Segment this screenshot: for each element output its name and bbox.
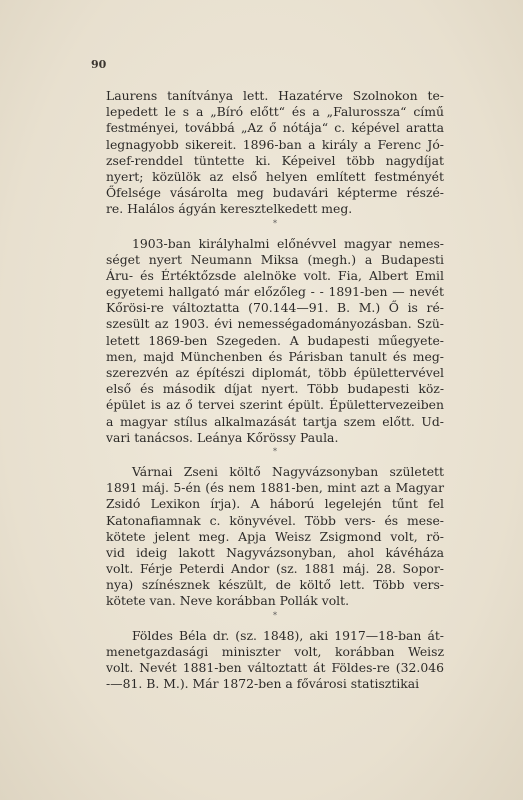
text-line: men, majd Münchenben és Párisban tanult és meg- (106, 348, 444, 364)
paragraph (106, 236, 444, 446)
text-line: kötete van. Neve korábban Pollák volt. (106, 593, 350, 609)
page-number: 90 (91, 58, 107, 71)
paragraph (106, 628, 444, 693)
text-line: lepedett le s a „Bíró előtt“ és a „Falurossza“ című (106, 104, 444, 120)
text-line: Áru- és Értéktőzsde alelnöke volt. Fia, Albert Emil (106, 267, 444, 283)
text-line: kötete jelent meg. Apja Weisz Zsigmond volt, rö- (106, 528, 444, 544)
section-separator: * (273, 218, 277, 228)
text-line: nyert; közülök az első helyen említett festményét (106, 168, 444, 184)
text-line: Laurens tanítványa lett. Hazatérve Szolnokon te- (106, 88, 444, 103)
text-line: vid ideig lakott Nagyvázsonyban, ahol kávéháza (106, 544, 444, 560)
text-line: szesült az 1903. évi nemességadományozásban. Szü- (106, 316, 444, 332)
text-line: szerezvén az építészi diplomát, több épülettervével (106, 365, 444, 380)
text-line: 1891 máj. 5-én (és nem 1881-ben, mint azt a Magyar (106, 480, 444, 496)
text-line: festményei, továbbá „Az ő nótája“ c. képével aratta (106, 120, 444, 136)
section-separator: * (273, 610, 277, 620)
text-line: Földes Béla dr. (sz. 1848), aki 1917—18-ban át- (132, 627, 444, 643)
text-line: re. Halálos ágyán keresztelkedett meg. (106, 201, 353, 217)
text-line: épület is az ő tervei szerint épült. Épülettervezeiben (106, 397, 444, 413)
section-separator: * (273, 446, 277, 456)
body-text (106, 88, 444, 692)
text-line: első és második díjat nyert. Több budapesti köz- (106, 381, 444, 397)
paragraph (106, 464, 444, 610)
text-line: zsef-renddel tüntette ki. Képeivel több nagydíjat (106, 152, 444, 168)
text-line: letett 1869-ben Szegeden. A budapesti műegyete- (106, 332, 444, 348)
text-line: Várnai Zseni költő Nagyvázsonyban született (132, 463, 444, 479)
text-line: vari tanácsos. Leánya Kőrössy Paula. (106, 429, 339, 445)
text-line: séget nyert Neumann Miksa (megh.) a Budapesti (106, 251, 444, 267)
text-line: menetgazdasági miniszter volt, korábban Weisz (106, 643, 444, 659)
text-line: nya) színésznek készült, de költő lett. Több vers- (106, 577, 444, 593)
text-line: volt. Nevét 1881-ben változtatt át Földes-re (32.046 (106, 660, 444, 675)
text-line: -—81. B. M.). Már 1872-ben a fővárosi statisztikai (106, 676, 420, 692)
text-line: Kőrösi-re változtatta (70.144—91. B. M.) Ő is ré- (106, 300, 444, 316)
text-line: a magyar stílus alkalmazását tartja szem előtt. Ud- (106, 413, 444, 429)
text-line: volt. Férje Peterdi Andor (sz. 1881 máj. 28. Sopor- (106, 561, 444, 577)
text-line: legnagyobb sikereit. 1896-ban a király a Ferenc Jó- (106, 136, 444, 152)
text-line: Zsidó Lexikon írja). A háború legelején tűnt fel (106, 496, 444, 512)
paragraph (106, 88, 444, 218)
text-line: Őfelsége vásárolta meg budavári képterme részé- (106, 185, 444, 201)
text-line: egyetemi hallgató már előzőleg - - 1891-ben — nevét (106, 284, 444, 300)
text-line: Katonafiamnak c. könyvével. Több vers- és mese- (106, 512, 444, 528)
text-line: 1903-ban királyhalmi előnévvel magyar nemes- (132, 235, 444, 251)
